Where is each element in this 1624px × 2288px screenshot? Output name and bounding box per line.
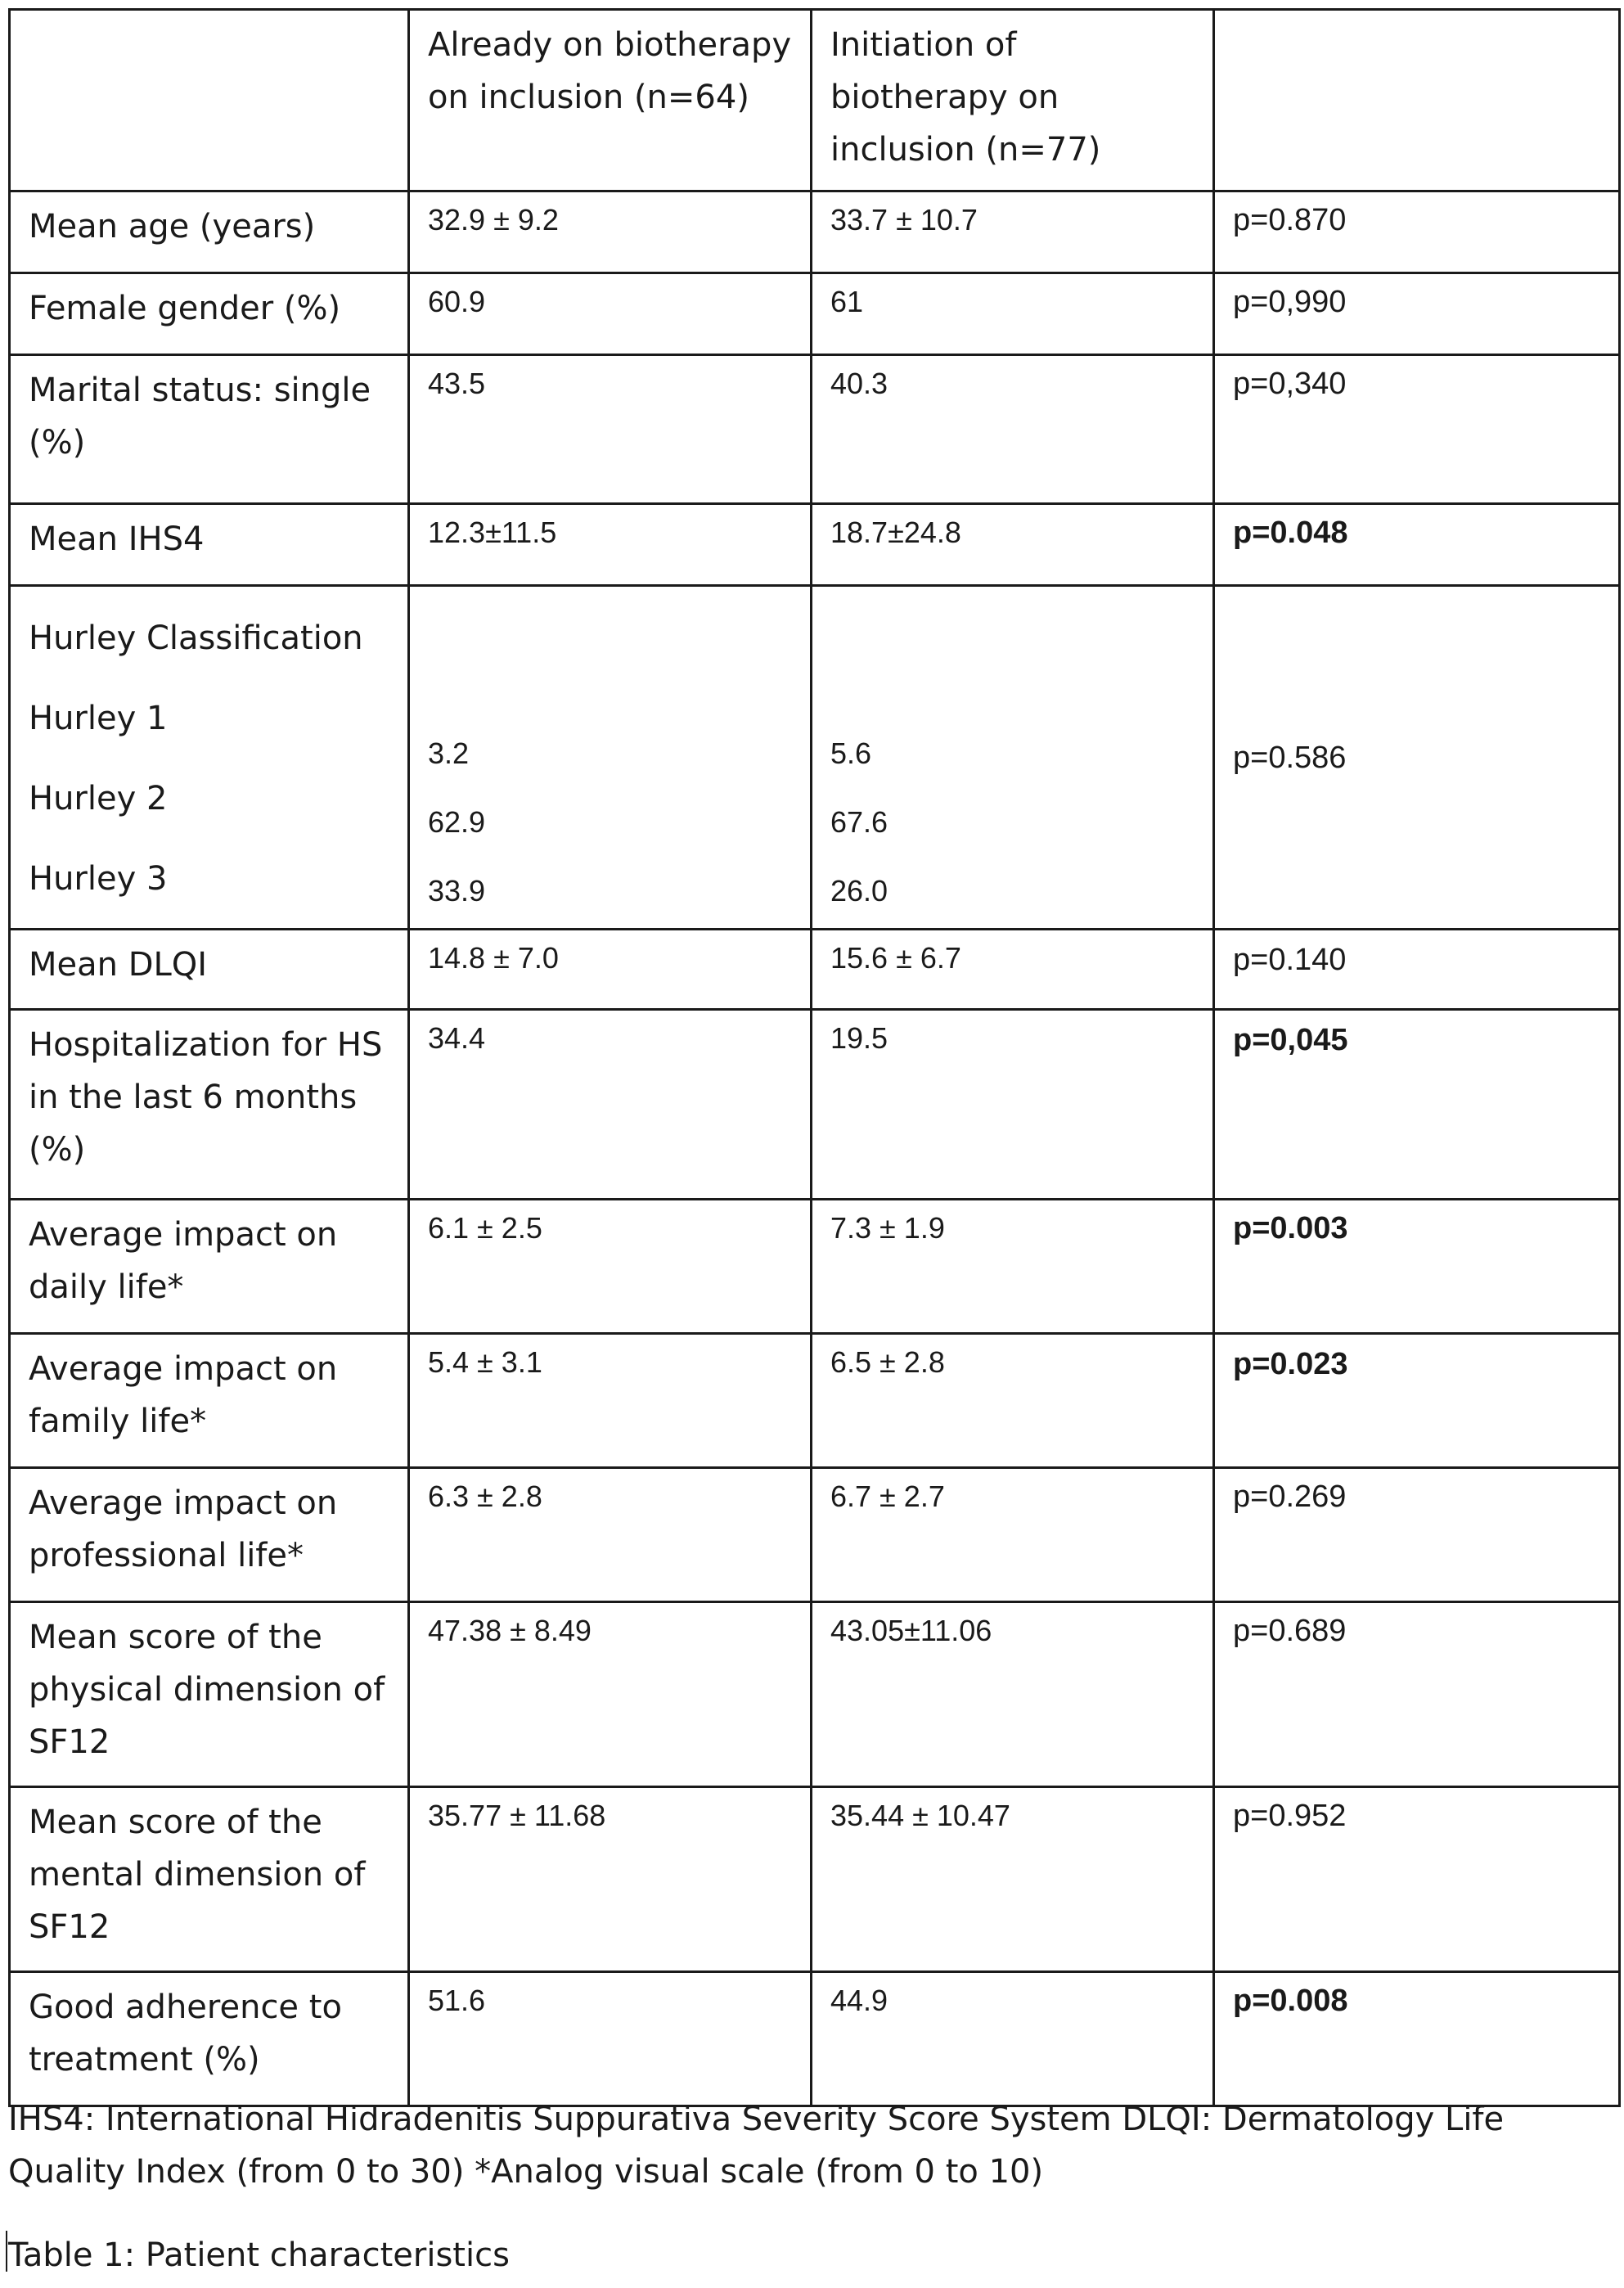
row-value-already: 43.5 [409,355,812,504]
row-p-value-significant: p=0.023 [1214,1334,1620,1468]
row-label: Mean DLQI [10,930,409,1010]
table-row [10,1334,1620,1468]
hurley-value: 67.6 [830,805,888,839]
table-row [10,930,1620,1010]
hurley-label-cell [10,586,409,930]
hurley-sublabel: Hurley 2 [29,780,168,817]
row-value-already: 6.3 ± 2.8 [409,1468,812,1602]
header-initiation-of-biotherapy: Initiation of biotherapy on inclusion (n=77) [812,10,1214,191]
row-label: Hurley Classification [29,619,363,657]
row-value-initiation: 18.7±24.8 [812,504,1214,586]
row-value-already: 35.77 ± 11.68 [409,1787,812,1972]
text-cursor [6,2231,7,2272]
row-p-value: p=0.952 [1214,1787,1620,1972]
row-p-value: p=0.140 [1214,930,1620,1010]
row-label: Marital status: single (%) [10,355,409,504]
row-label: Average impact on family life* [10,1334,409,1468]
row-p-value: p=0,990 [1214,273,1620,355]
row-value-already: 14.8 ± 7.0 [409,930,812,1010]
row-p-value: p=0.689 [1214,1602,1620,1787]
row-value-already: 34.4 [409,1010,812,1200]
row-p-value-significant: p=0,045 [1214,1010,1620,1200]
row-value-already: 47.38 ± 8.49 [409,1602,812,1787]
table-row [10,1787,1620,1972]
table-row [10,1602,1620,1787]
hurley-value: 5.6 [830,736,872,770]
table-row [10,1972,1620,2106]
row-value-initiation: 19.5 [812,1010,1214,1200]
row-value-initiation: 61 [812,273,1214,355]
hurley-values-already [409,586,812,930]
header-cell-pvalue [1214,10,1620,191]
row-value-initiation: 6.7 ± 2.7 [812,1468,1214,1602]
row-value-already: 32.9 ± 9.2 [409,191,812,273]
hurley-value: 62.9 [428,805,486,839]
table-row [10,1010,1620,1200]
row-label: Average impact on professional life* [10,1468,409,1602]
row-label: Hospitalization for HS in the last 6 months (%) [10,1010,409,1200]
table-caption: Table 1: Patient characteristics [8,2236,510,2274]
row-value-initiation: 43.05±11.06 [812,1602,1214,1787]
row-value-already: 5.4 ± 3.1 [409,1334,812,1468]
row-p-value-significant: p=0.048 [1214,504,1620,586]
row-value-initiation: 33.7 ± 10.7 [812,191,1214,273]
row-value-already: 6.1 ± 2.5 [409,1200,812,1334]
row-value-already: 60.9 [409,273,812,355]
row-label: Mean score of the physical dimension of SF12 [10,1602,409,1787]
table-row-hurley [10,586,1620,930]
row-label: Average impact on daily life* [10,1200,409,1334]
header-already-on-biotherapy: Already on biotherapy on inclusion (n=64) [409,10,812,191]
table-header-row [10,10,1620,191]
row-value-initiation: 15.6 ± 6.7 [812,930,1214,1010]
row-p-value: p=0,340 [1214,355,1620,504]
row-p-value-significant: p=0.003 [1214,1200,1620,1334]
row-label: Good adherence to treatment (%) [10,1972,409,2106]
hurley-values-initiation [812,586,1214,930]
row-value-already: 51.6 [409,1972,812,2106]
row-p-value-significant: p=0.008 [1214,1972,1620,2106]
row-p-value: p=0.870 [1214,191,1620,273]
table-row [10,1200,1620,1334]
table-row [10,355,1620,504]
table-row [10,191,1620,273]
row-p-value: p=0.586 [1214,586,1620,930]
row-value-initiation: 44.9 [812,1972,1214,2106]
hurley-value: 26.0 [830,874,888,908]
row-label: Mean score of the mental dimension of SF12 [10,1787,409,1972]
hurley-sublabel: Hurley 3 [29,860,168,898]
row-label: Mean IHS4 [10,504,409,586]
patient-characteristics-table [8,8,1621,2107]
table-row [10,1468,1620,1602]
row-value-initiation: 6.5 ± 2.8 [812,1334,1214,1468]
table-row [10,504,1620,586]
row-label: Female gender (%) [10,273,409,355]
row-value-already: 12.3±11.5 [409,504,812,586]
row-label: Mean age (years) [10,191,409,273]
row-value-initiation: 7.3 ± 1.9 [812,1200,1214,1334]
table-row [10,273,1620,355]
hurley-sublabel: Hurley 1 [29,700,168,737]
table-footnote: IHS4: International Hidradenitis Suppurativa Severity Score System DLQI: Dermatology Life Quality Index (from 0 to 30) *Analog visual scale (from 0 to 10) [8,2101,1505,2191]
header-cell-empty [10,10,409,191]
row-p-value: p=0.269 [1214,1468,1620,1602]
hurley-value: 3.2 [428,736,470,770]
row-value-initiation: 40.3 [812,355,1214,504]
row-value-initiation: 35.44 ± 10.47 [812,1787,1214,1972]
hurley-value: 33.9 [428,874,486,908]
